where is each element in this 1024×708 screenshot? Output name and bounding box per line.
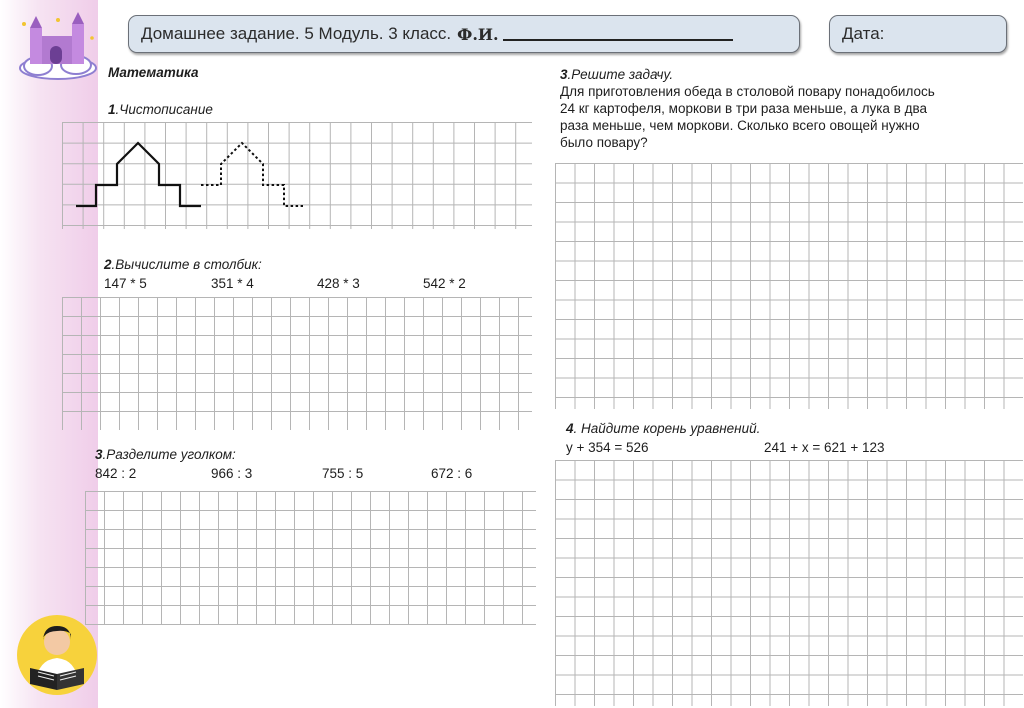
task1-heading xyxy=(108,102,213,118)
page-title: Домашнее задание. 5 Модуль. 3 класс. xyxy=(141,24,452,43)
penmanship-sample-pattern xyxy=(76,143,201,206)
task4-heading xyxy=(566,421,760,437)
title-box xyxy=(128,15,800,53)
task2-example: 147 * 5 xyxy=(104,276,147,291)
subject-title: Математика xyxy=(108,65,199,80)
task2-example: 542 * 2 xyxy=(423,276,466,291)
word-problem-grid[interactable] xyxy=(555,163,1023,409)
task3-example: 842 : 2 xyxy=(95,466,137,481)
task3-right-heading-text: .Решите задачу. xyxy=(567,67,674,82)
name-field-line[interactable] xyxy=(503,27,733,41)
task1-heading-text: .Чистописание xyxy=(115,102,213,117)
task4-number: 4 xyxy=(566,421,574,436)
penmanship-grid[interactable] xyxy=(62,122,532,229)
name-label: Ф.И. xyxy=(457,24,499,44)
task1-number: 1 xyxy=(108,102,116,117)
equation: 241 + x = 621 + 123 xyxy=(764,440,885,455)
equations-grid[interactable] xyxy=(555,460,1023,706)
task3-example: 672 : 6 xyxy=(431,466,473,481)
task3-left-heading-text: .Разделите уголком: xyxy=(102,447,236,462)
column-calc-grid[interactable] xyxy=(62,297,532,430)
task3-right-number: 3 xyxy=(560,67,568,82)
problem-text-line: Для приготовления обеда в столовой повару понадобилось xyxy=(560,84,935,99)
castle-cloud-logo-icon xyxy=(14,10,100,82)
long-division-grid[interactable] xyxy=(85,491,536,625)
task3-left-number: 3 xyxy=(95,447,103,462)
task2-heading-text: .Вычислите в столбик: xyxy=(111,257,262,272)
date-label: Дата: xyxy=(842,24,885,43)
penmanship-trace-pattern xyxy=(201,143,303,206)
date-box[interactable] xyxy=(829,15,1007,53)
task3-example: 966 : 3 xyxy=(211,466,253,481)
problem-text-line: было повару? xyxy=(560,135,648,150)
problem-text-line: раза меньше, чем моркови. Сколько всего овощей нужно xyxy=(560,118,920,133)
task2-heading xyxy=(104,257,262,273)
task3-right-heading xyxy=(560,67,673,83)
task3-example: 755 : 5 xyxy=(322,466,364,481)
problem-text-line: 24 кг картофеля, моркови в три раза меньше, а лука в два xyxy=(560,101,928,116)
equation: y + 354 = 526 xyxy=(566,440,649,455)
task4-heading-text: . Найдите корень уравнений. xyxy=(573,421,761,436)
task2-number: 2 xyxy=(104,257,112,272)
task2-example: 428 * 3 xyxy=(317,276,360,291)
task2-example: 351 * 4 xyxy=(211,276,254,291)
task3-left-heading xyxy=(95,447,236,463)
